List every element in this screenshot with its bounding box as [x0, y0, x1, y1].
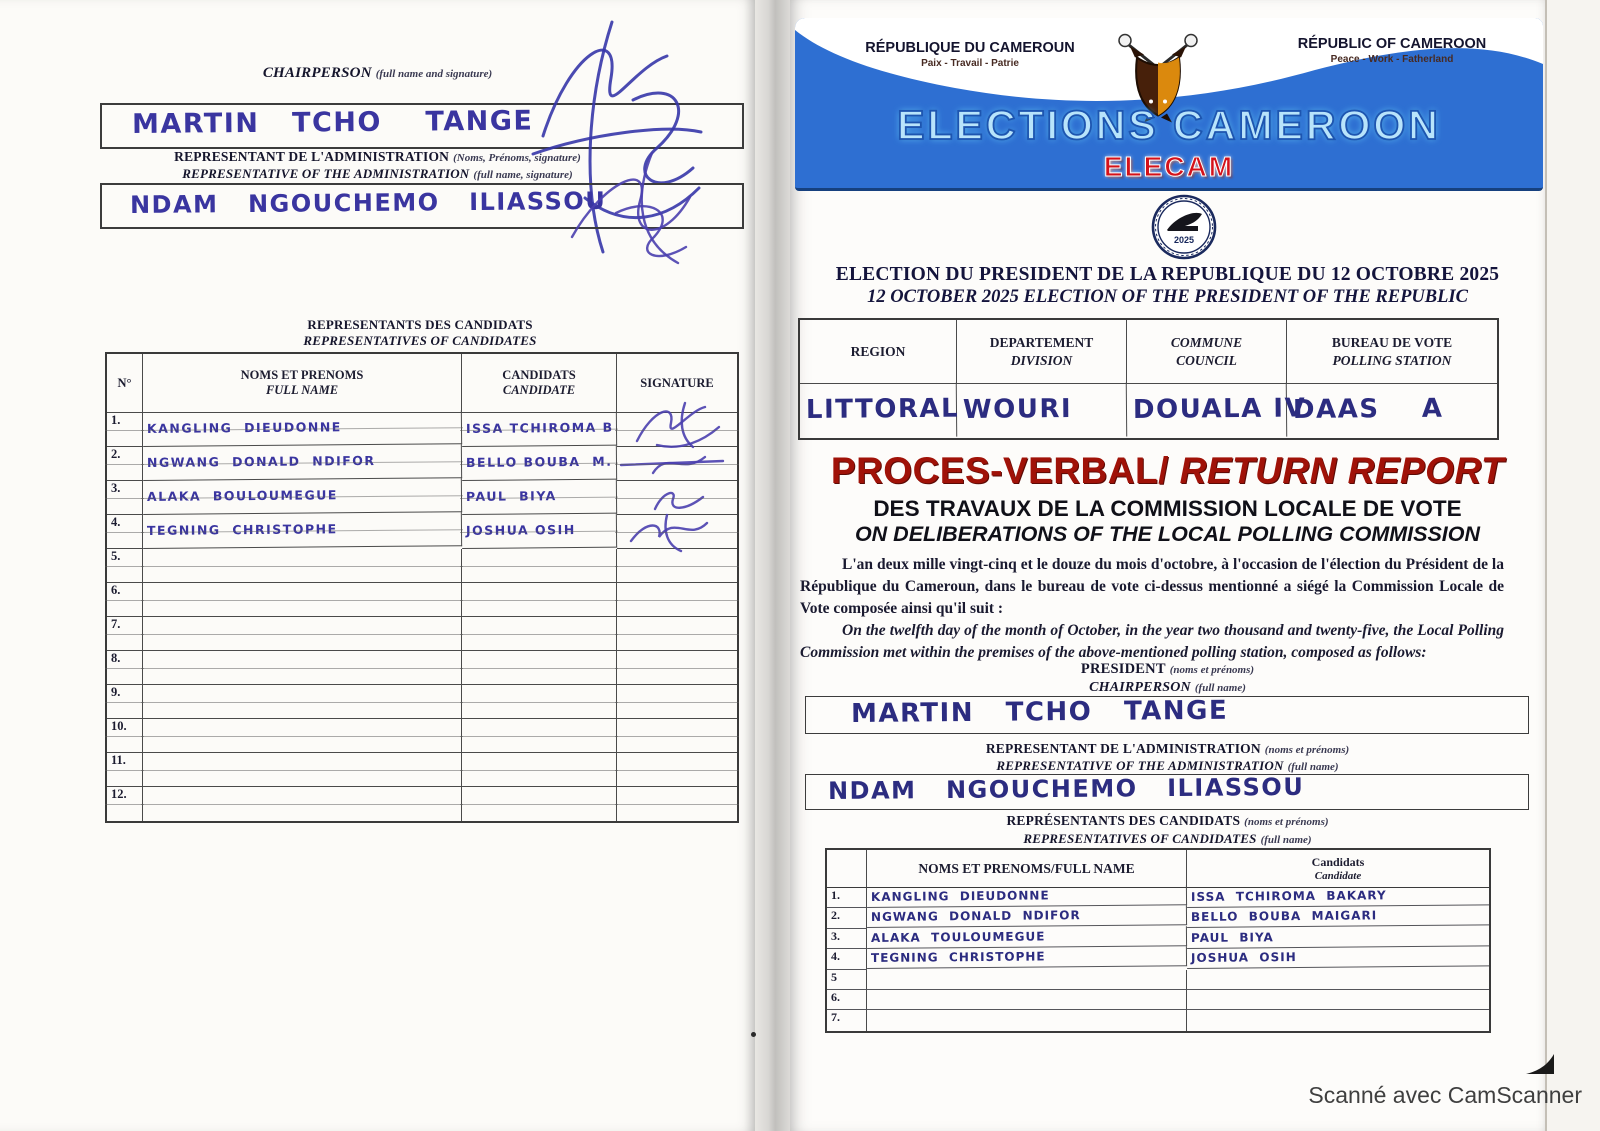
- admin-label-fr-right: [790, 740, 1545, 758]
- signature-icon: [627, 401, 727, 451]
- row-name: [143, 685, 462, 719]
- admin-value-right: NDAM NGOUCHEMO ILIASSOU: [827, 772, 1305, 805]
- col-name-en: FULL NAME: [265, 383, 339, 397]
- col-name: [143, 354, 462, 413]
- division-header-fr: DEPARTEMENT: [989, 334, 1094, 350]
- row-num: 5: [827, 970, 867, 990]
- row-signature: [617, 753, 737, 787]
- president-label-en: [790, 678, 1545, 696]
- row-name: ALAKA TOULOUMEGUE: [867, 926, 1187, 949]
- republique-block: [835, 40, 1105, 69]
- col-sig-text: SIGNATURE: [640, 375, 714, 390]
- row-num: 1.: [107, 413, 143, 447]
- republic-motto: Peace - Work - Fatherland: [1330, 54, 1454, 65]
- row-signature: [617, 719, 737, 753]
- admin-value: NDAM NGOUCHEMO ILIASSOU: [129, 186, 607, 219]
- row-num: 9.: [107, 685, 143, 719]
- division-value: WOURI: [957, 383, 1127, 438]
- reps-col-candidate: [1187, 850, 1489, 888]
- row-candidate: [462, 787, 617, 821]
- reps-title-fr-text: REPRÉSENTANTS DES CANDIDATS: [1006, 813, 1241, 828]
- election-title-fr: ELECTION DU PRESIDENT DE LA REPUBLIQUE DU 12 OCTOBRE 2025: [835, 264, 1500, 285]
- admin-label-fr-text: REPRESENTANT DE L'ADMINISTRATION: [174, 149, 450, 164]
- row-name: [867, 990, 1187, 1010]
- row-signature: [617, 481, 737, 515]
- chairperson-label-text: CHAIRPERSON: [262, 65, 372, 81]
- polling-station-header-en: POLLING STATION: [1332, 352, 1452, 368]
- council-header: [1127, 320, 1287, 384]
- signature-icon: [623, 511, 723, 553]
- council-header-en: COUNCIL: [1176, 352, 1237, 368]
- row-candidate: [462, 685, 617, 719]
- admin-signature-icon: [560, 145, 700, 270]
- republique-title: RÉPUBLIQUE DU CAMEROUN: [865, 40, 1075, 56]
- row-num: 6.: [827, 990, 867, 1010]
- row-name: TEGNING CHRISTOPHE: [143, 512, 462, 549]
- row-num: 2.: [107, 447, 143, 481]
- republic-title: RÉPUBLIC OF CAMEROON: [1297, 36, 1487, 52]
- reps-title-fr-sub: (noms et prénoms): [1244, 816, 1329, 828]
- ink-speck: [751, 1032, 756, 1037]
- president-label-fr-sub: (noms et prénoms): [1169, 664, 1255, 676]
- row-num: 11.: [107, 753, 143, 787]
- row-signature: [617, 447, 737, 481]
- row-candidate: [1187, 970, 1489, 990]
- row-candidate: [462, 617, 617, 651]
- admin-label-en-right-sub: (full name): [1287, 761, 1339, 773]
- report-title-fr: PROCES-VERBAL/: [830, 450, 1169, 491]
- polling-station-header-fr: BUREAU DE VOTE: [1331, 334, 1453, 350]
- report-subtitle-fr: DES TRAVAUX DE LA COMMISSION LOCALE DE VOTE: [873, 496, 1462, 521]
- elections-cameroon-title: ELECTIONS CAMEROON: [897, 102, 1441, 148]
- region-header-fr: REGION: [850, 343, 906, 359]
- row-candidate: ISSA TCHIROMA B: [462, 412, 617, 447]
- president-field: [805, 696, 1529, 734]
- row-candidate: [462, 549, 617, 583]
- emblem-year: 2025: [1173, 235, 1195, 245]
- reps-title-en: [790, 830, 1545, 848]
- row-num: 7.: [827, 1010, 867, 1030]
- elecam-title: ELECAM: [1103, 151, 1235, 182]
- row-num: 2.: [827, 908, 867, 928]
- row-candidate: ISSA TCHIROMA BAKARY: [1187, 885, 1489, 908]
- candidates-table-title-en-text: REPRESENTATIVES OF CANDIDATES: [303, 333, 537, 348]
- row-num: 1.: [827, 888, 867, 908]
- row-candidate: [462, 583, 617, 617]
- row-signature: [617, 583, 737, 617]
- row-name: [143, 549, 462, 583]
- row-name: ALAKA BOULOUMEGUE: [143, 478, 462, 515]
- admin-label-en-sub: (full name, signature): [473, 169, 573, 181]
- division-header-en: DIVISION: [1010, 352, 1073, 368]
- president-label-fr-text: PRESIDENT: [1080, 661, 1166, 677]
- admin-label-en-right: [790, 757, 1545, 775]
- row-candidate: [462, 651, 617, 685]
- row-candidate: [1187, 990, 1489, 1010]
- row-signature: [617, 413, 737, 447]
- row-name: [143, 617, 462, 651]
- scanner-credit: Scanné avec CamScanner: [1308, 1082, 1582, 1108]
- election-2025-emblem-icon: [1150, 193, 1218, 261]
- council-value: DOUALA IV: [1127, 383, 1287, 438]
- admin-label-fr-right-text: REPRESENTANT DE L'ADMINISTRATION: [985, 741, 1261, 756]
- admin-label-en-text: REPRESENTATIVE OF THE ADMINISTRATION: [182, 166, 470, 181]
- row-signature: [617, 787, 737, 821]
- row-candidate: PAUL BIYA: [1187, 926, 1489, 949]
- row-signature: [617, 515, 737, 549]
- admin-field-right: [805, 774, 1529, 810]
- row-candidate: [1187, 1010, 1489, 1030]
- president-label-en-sub: (full name): [1194, 682, 1246, 694]
- division-header: [957, 320, 1127, 384]
- candidates-table-title-en: [105, 332, 735, 350]
- camscanner-flag-icon: [1524, 1054, 1554, 1074]
- row-candidate: PAUL BIYA: [462, 480, 617, 515]
- row-num: 3.: [827, 929, 867, 949]
- reps-title-en-sub: (full name): [1260, 834, 1312, 846]
- reps-col-cand-en: Candidate: [1314, 870, 1362, 882]
- left-page: [0, 0, 755, 1131]
- reps-col-name: [867, 850, 1187, 888]
- row-candidate: JOSHUA OSIH: [462, 514, 617, 549]
- row-name: [143, 651, 462, 685]
- row-num: 5.: [107, 549, 143, 583]
- reps-table: [825, 848, 1491, 1033]
- reps-col-cand-fr: Candidats: [1311, 855, 1365, 869]
- president-value: MARTIN TCHO TANGE: [850, 695, 1229, 729]
- preamble: [800, 554, 1504, 664]
- row-signature: [617, 685, 737, 719]
- council-header-fr: COMMUNE: [1170, 334, 1243, 350]
- row-name: [867, 1010, 1187, 1030]
- reps-col-name-text: NOMS ET PRENOMS/FULL NAME: [918, 860, 1135, 876]
- row-name: [143, 753, 462, 787]
- row-candidate: [462, 719, 617, 753]
- admin-label-fr-sub: (Noms, Prénoms, signature): [453, 152, 581, 164]
- row-name: KANGLING DIEUDONNE: [143, 410, 462, 447]
- row-num: 4.: [107, 515, 143, 549]
- region-header: [800, 320, 957, 384]
- row-candidate: [462, 753, 617, 787]
- row-num: 10.: [107, 719, 143, 753]
- republic-block: [1257, 36, 1527, 65]
- row-candidate: JOSHUA OSIH: [1187, 947, 1489, 970]
- masthead-banner: [795, 18, 1543, 191]
- candidates-table-title-fr-text: REPRESENTANTS DES CANDIDATS: [307, 317, 533, 332]
- row-num: 12.: [107, 787, 143, 821]
- reps-title-en-text: REPRESENTATIVES OF CANDIDATES: [1023, 831, 1257, 846]
- polling-station-header: [1287, 320, 1497, 384]
- col-cand-en: CANDIDATE: [502, 383, 576, 397]
- right-page: [790, 0, 1547, 1131]
- reps-col-num: [827, 850, 867, 888]
- col-cand-fr: CANDIDATS: [502, 368, 576, 382]
- row-name: [143, 787, 462, 821]
- report-subtitle-en: ON DELIBERATIONS OF THE LOCAL POLLING COMMISSION: [854, 522, 1481, 546]
- preamble-en: On the twelfth day of the month of October, in the year two thousand and twenty-five, the Local Polling Commission met within the premises of the above-mentioned polling station, composed as follows:: [800, 622, 1504, 661]
- row-num: 4.: [827, 949, 867, 969]
- row-num: 6.: [107, 583, 143, 617]
- row-name: TEGNING CHRISTOPHE: [867, 946, 1187, 969]
- chairperson-value: MARTIN TCHO TANGE: [131, 105, 534, 140]
- row-num: 3.: [107, 481, 143, 515]
- row-candidate: BELLO BOUBA M.: [462, 446, 617, 481]
- region-value: LITTORAL: [800, 383, 957, 438]
- row-name: NGWANG DONALD NDIFOR: [143, 444, 462, 481]
- row-signature: [617, 651, 737, 685]
- president-label-fr: [790, 660, 1545, 678]
- republique-motto: Paix - Travail - Patrie: [921, 58, 1019, 69]
- signature-icon: [641, 485, 711, 513]
- report-title: [790, 450, 1545, 492]
- polling-station-value: DAAS A: [1292, 393, 1444, 425]
- chairperson-label-sub: (full name and signature): [375, 68, 493, 80]
- reps-title-fr: [790, 812, 1545, 830]
- admin-label-en-right-text: REPRESENTATIVE OF THE ADMINISTRATION: [996, 758, 1284, 773]
- preamble-fr: L'an deux mille vingt-cinq et le douze du mois d'octobre, à l'occasion de l'élection du Président de la République du Cameroun, dans le bureau de vote ci-dessus mentionné a siégé la Commission Locale de Vote composée ainsi qu'il suit :: [800, 556, 1504, 617]
- admin-label-fr-right-sub: (noms et prénoms): [1264, 744, 1350, 756]
- president-label-en-text: CHAIRPERSON: [1089, 680, 1191, 695]
- row-name: [867, 970, 1187, 990]
- report-title-en: RETURN REPORT: [1168, 450, 1505, 491]
- col-num-text: N°: [117, 375, 132, 390]
- row-signature: [617, 549, 737, 583]
- col-name-fr: NOMS ET PRENOMS: [240, 368, 364, 382]
- row-num: 7.: [107, 617, 143, 651]
- signature-icon: [619, 449, 729, 479]
- row-name: NGWANG DONALD NDIFOR: [867, 906, 1187, 929]
- row-name: [143, 719, 462, 753]
- row-candidate: BELLO BOUBA MAIGARI: [1187, 906, 1489, 929]
- row-num: 8.: [107, 651, 143, 685]
- row-signature: [617, 617, 737, 651]
- row-name: KANGLING DIEUDONNE: [867, 885, 1187, 908]
- col-num: [107, 354, 143, 413]
- location-table: [798, 318, 1499, 440]
- col-candidate: [462, 354, 617, 413]
- row-name: [143, 583, 462, 617]
- election-title-en: 12 OCTOBER 2025 ELECTION OF THE PRESIDENT OF THE REPUBLIC: [867, 287, 1468, 307]
- candidates-table: [105, 352, 739, 823]
